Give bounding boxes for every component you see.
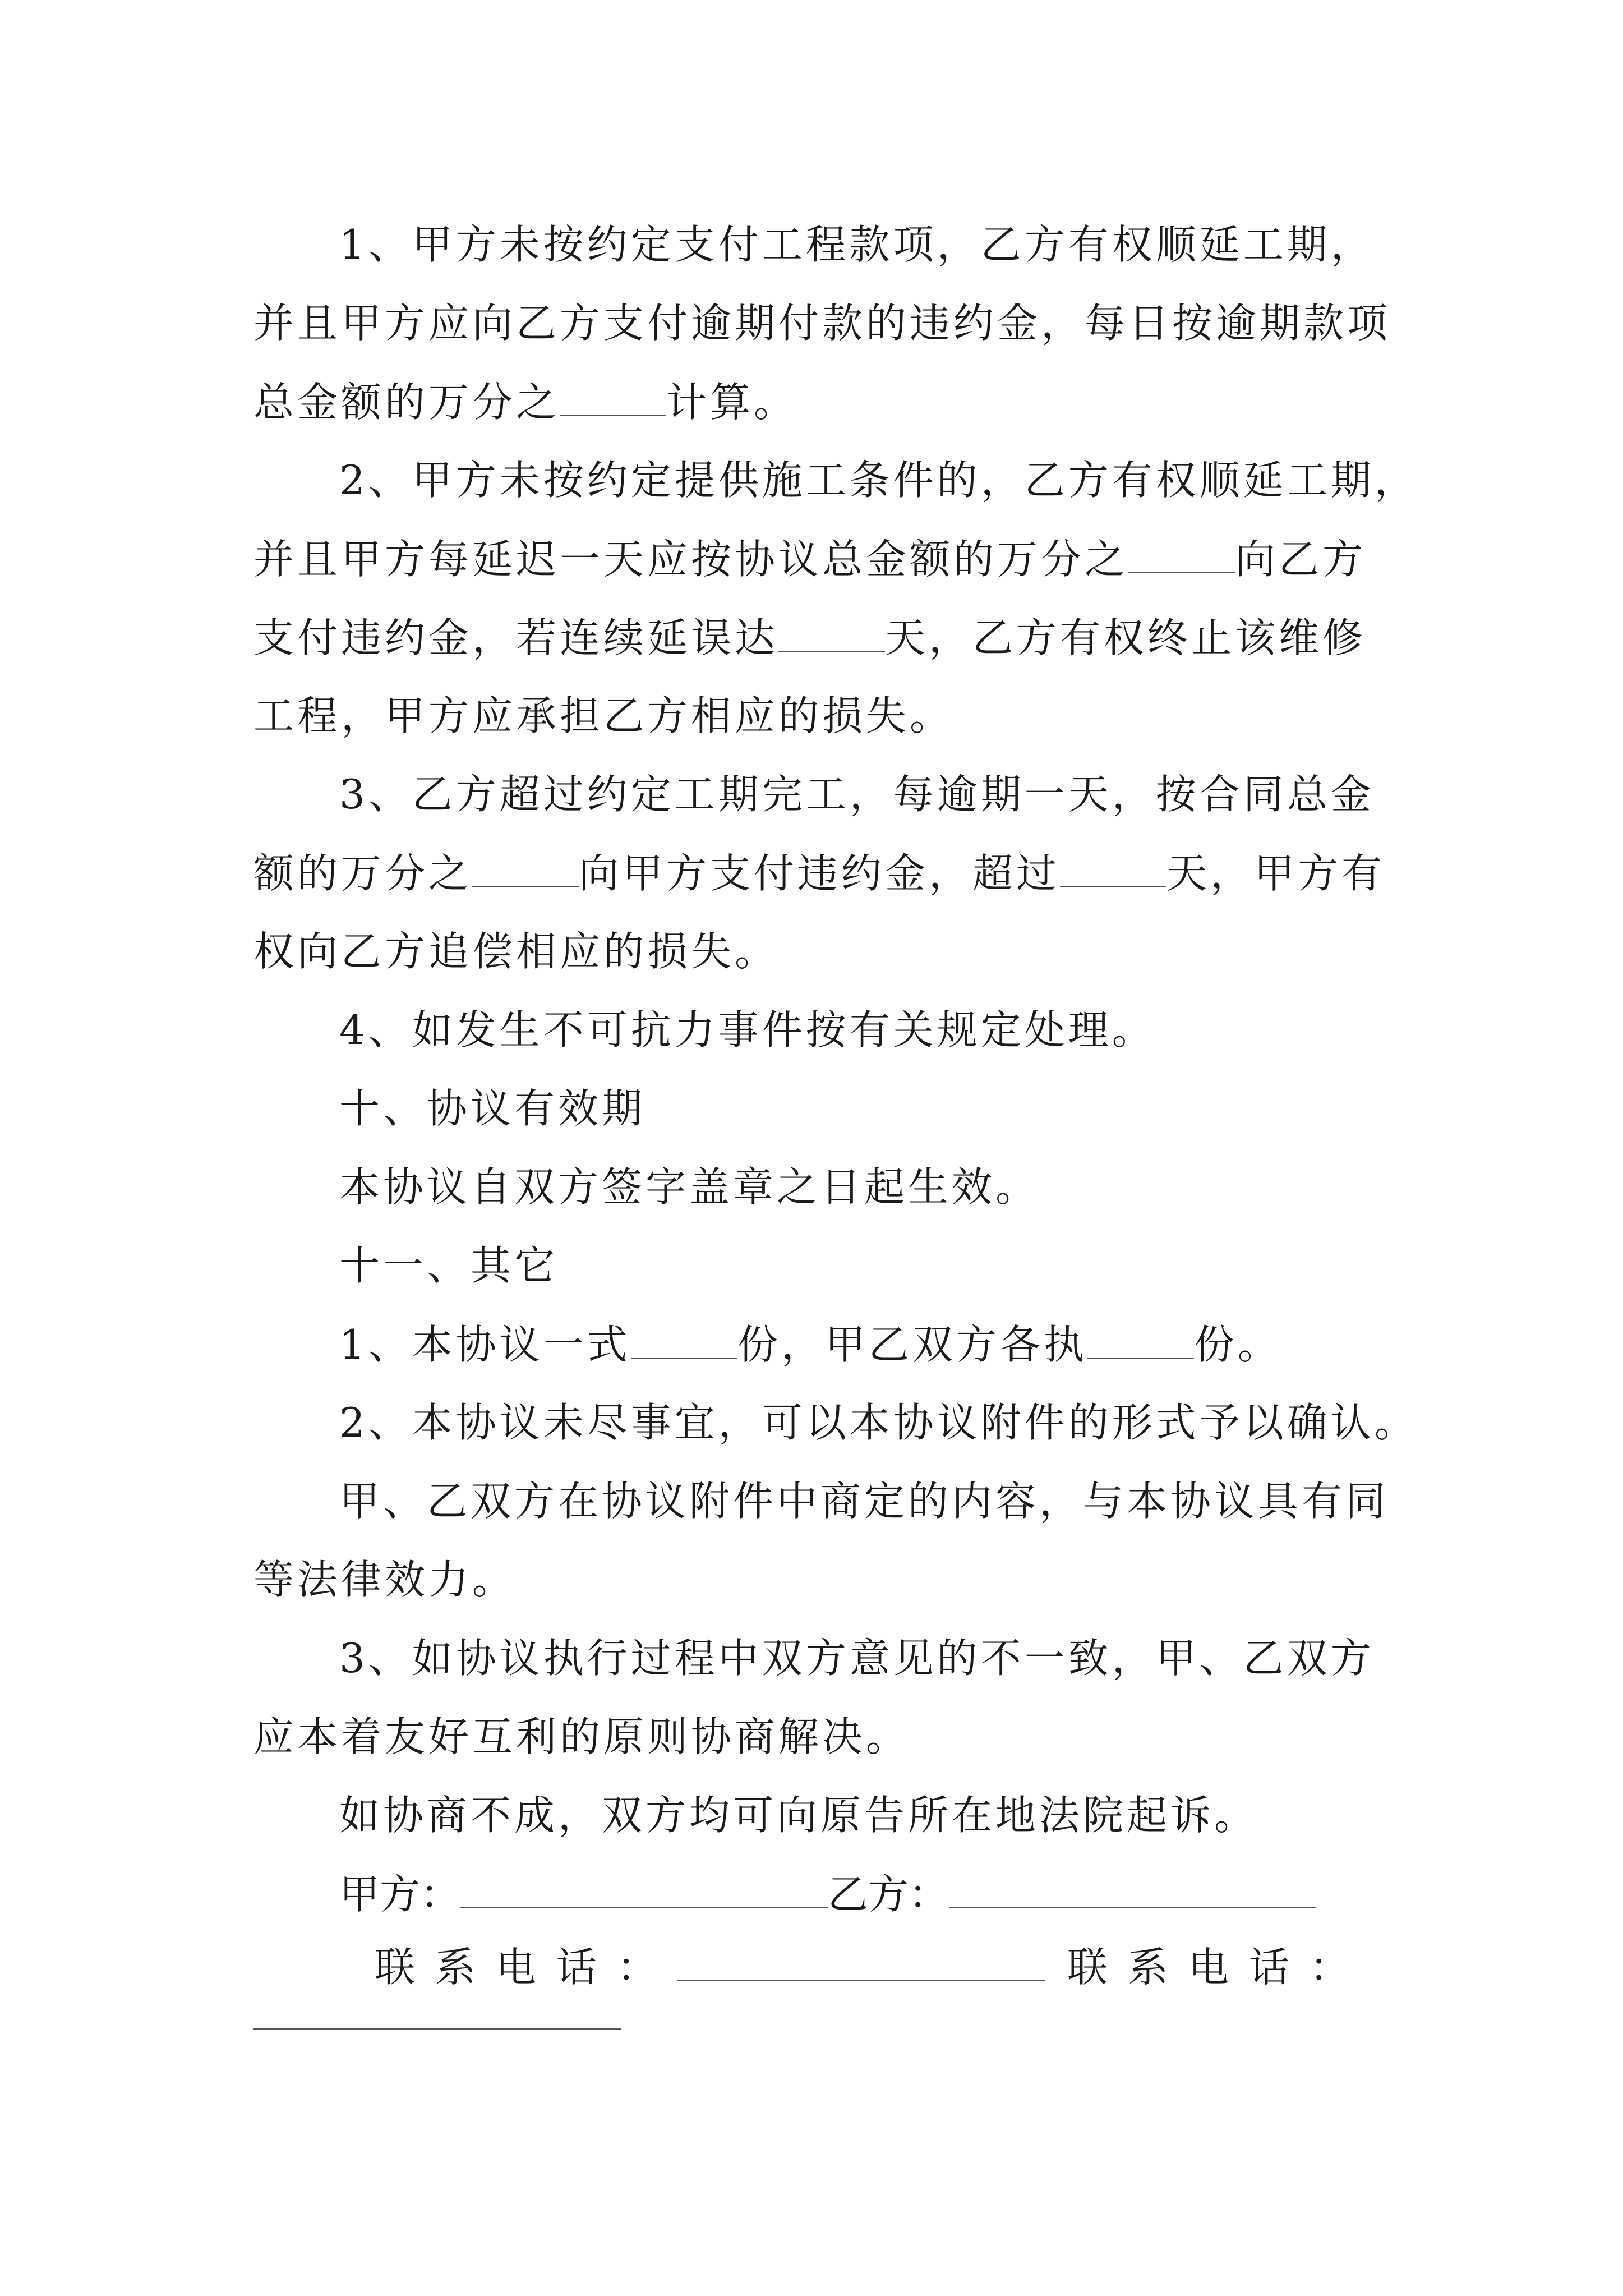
clause-2-line-2: 并且甲方每延迟一天应按协议总金额的万分之 向乙方: [253, 536, 1367, 583]
clause-1-line-2: 并且甲方应向乙方支付逾期付款的违约金，每日按逾期款项: [253, 300, 1391, 347]
blank-field[interactable]: [778, 617, 885, 652]
section-11-clause-2-cont-1: 甲、乙双方在协议附件中商定的内容，与本协议具有同: [339, 1478, 1390, 1525]
party-a-label: 甲方：: [339, 1871, 461, 1918]
section-11-clause-2: 2、本协议未尽事宜，可以本协议附件的形式予以确认。: [339, 1399, 1418, 1446]
signature-parties: [339, 1871, 1316, 1918]
clause-1-line-3: 总金额的万分之 计算。: [253, 379, 798, 426]
clause-4: 4、如发生不可抗力事件按有关规定处理。: [339, 1006, 1156, 1053]
section-11-clause-3-line-1: 3、如协议执行过程中双方意见的不一致，甲、乙双方: [339, 1635, 1375, 1682]
clause-2-line-3: 支付违约金，若连续延误达 天，乙方有权终止该维修: [253, 614, 1367, 661]
section-11-clause-3-line-3: 如协商不成，双方均可向原告所在地法院起诉。: [339, 1792, 1258, 1839]
section-10-body: 本协议自双方签字盖章之日起生效。: [339, 1163, 1040, 1211]
blank-field[interactable]: [560, 381, 666, 416]
signature-phones: [375, 1944, 1371, 1991]
section-10-heading: 十、协议有效期: [339, 1085, 646, 1132]
clause-2-line-1: 2、甲方未按约定提供施工条件的，乙方有权顺延工期，: [339, 457, 1418, 504]
section-11-heading: 十一、其它: [339, 1242, 559, 1289]
phone-b-field[interactable]: [253, 2028, 621, 2030]
clause-2-line-4: 工程，甲方应承担乙方相应的损失。: [253, 692, 954, 739]
party-a-field[interactable]: [460, 1874, 828, 1908]
party-b-field[interactable]: [949, 1874, 1316, 1908]
clause-3-line-1: 3、乙方超过约定工期完工，每逾期一天，按合同总金: [339, 771, 1375, 818]
phone-a-field[interactable]: [677, 1947, 1045, 1981]
party-b-label: 乙方：: [828, 1871, 949, 1918]
section-11-clause-2-cont-2: 等法律效力。: [253, 1556, 517, 1603]
clause-1-line-1: 1、甲方未按约定支付工程款项，乙方有权顺延工期，: [339, 221, 1375, 268]
phone-label-b: 联系电话：: [1067, 1944, 1371, 1991]
blank-field[interactable]: [1128, 539, 1235, 573]
blank-field[interactable]: [472, 853, 579, 887]
blank-field[interactable]: [1060, 853, 1166, 887]
phone-label-a: 联系电话：: [375, 1944, 678, 1991]
clause-3-line-3: 权向乙方追偿相应的损失。: [253, 928, 779, 975]
blank-field[interactable]: [1087, 1324, 1194, 1359]
clause-3-line-2: 额的万分之 向甲方支付违约金，超过 天，甲方有: [253, 850, 1386, 897]
section-11-clause-1: 1、本协议一式 份，甲乙双方各执 份。: [339, 1321, 1281, 1368]
section-11-clause-3-line-2: 应本着友好互利的原则协商解决。: [253, 1713, 910, 1760]
blank-field[interactable]: [631, 1324, 737, 1359]
